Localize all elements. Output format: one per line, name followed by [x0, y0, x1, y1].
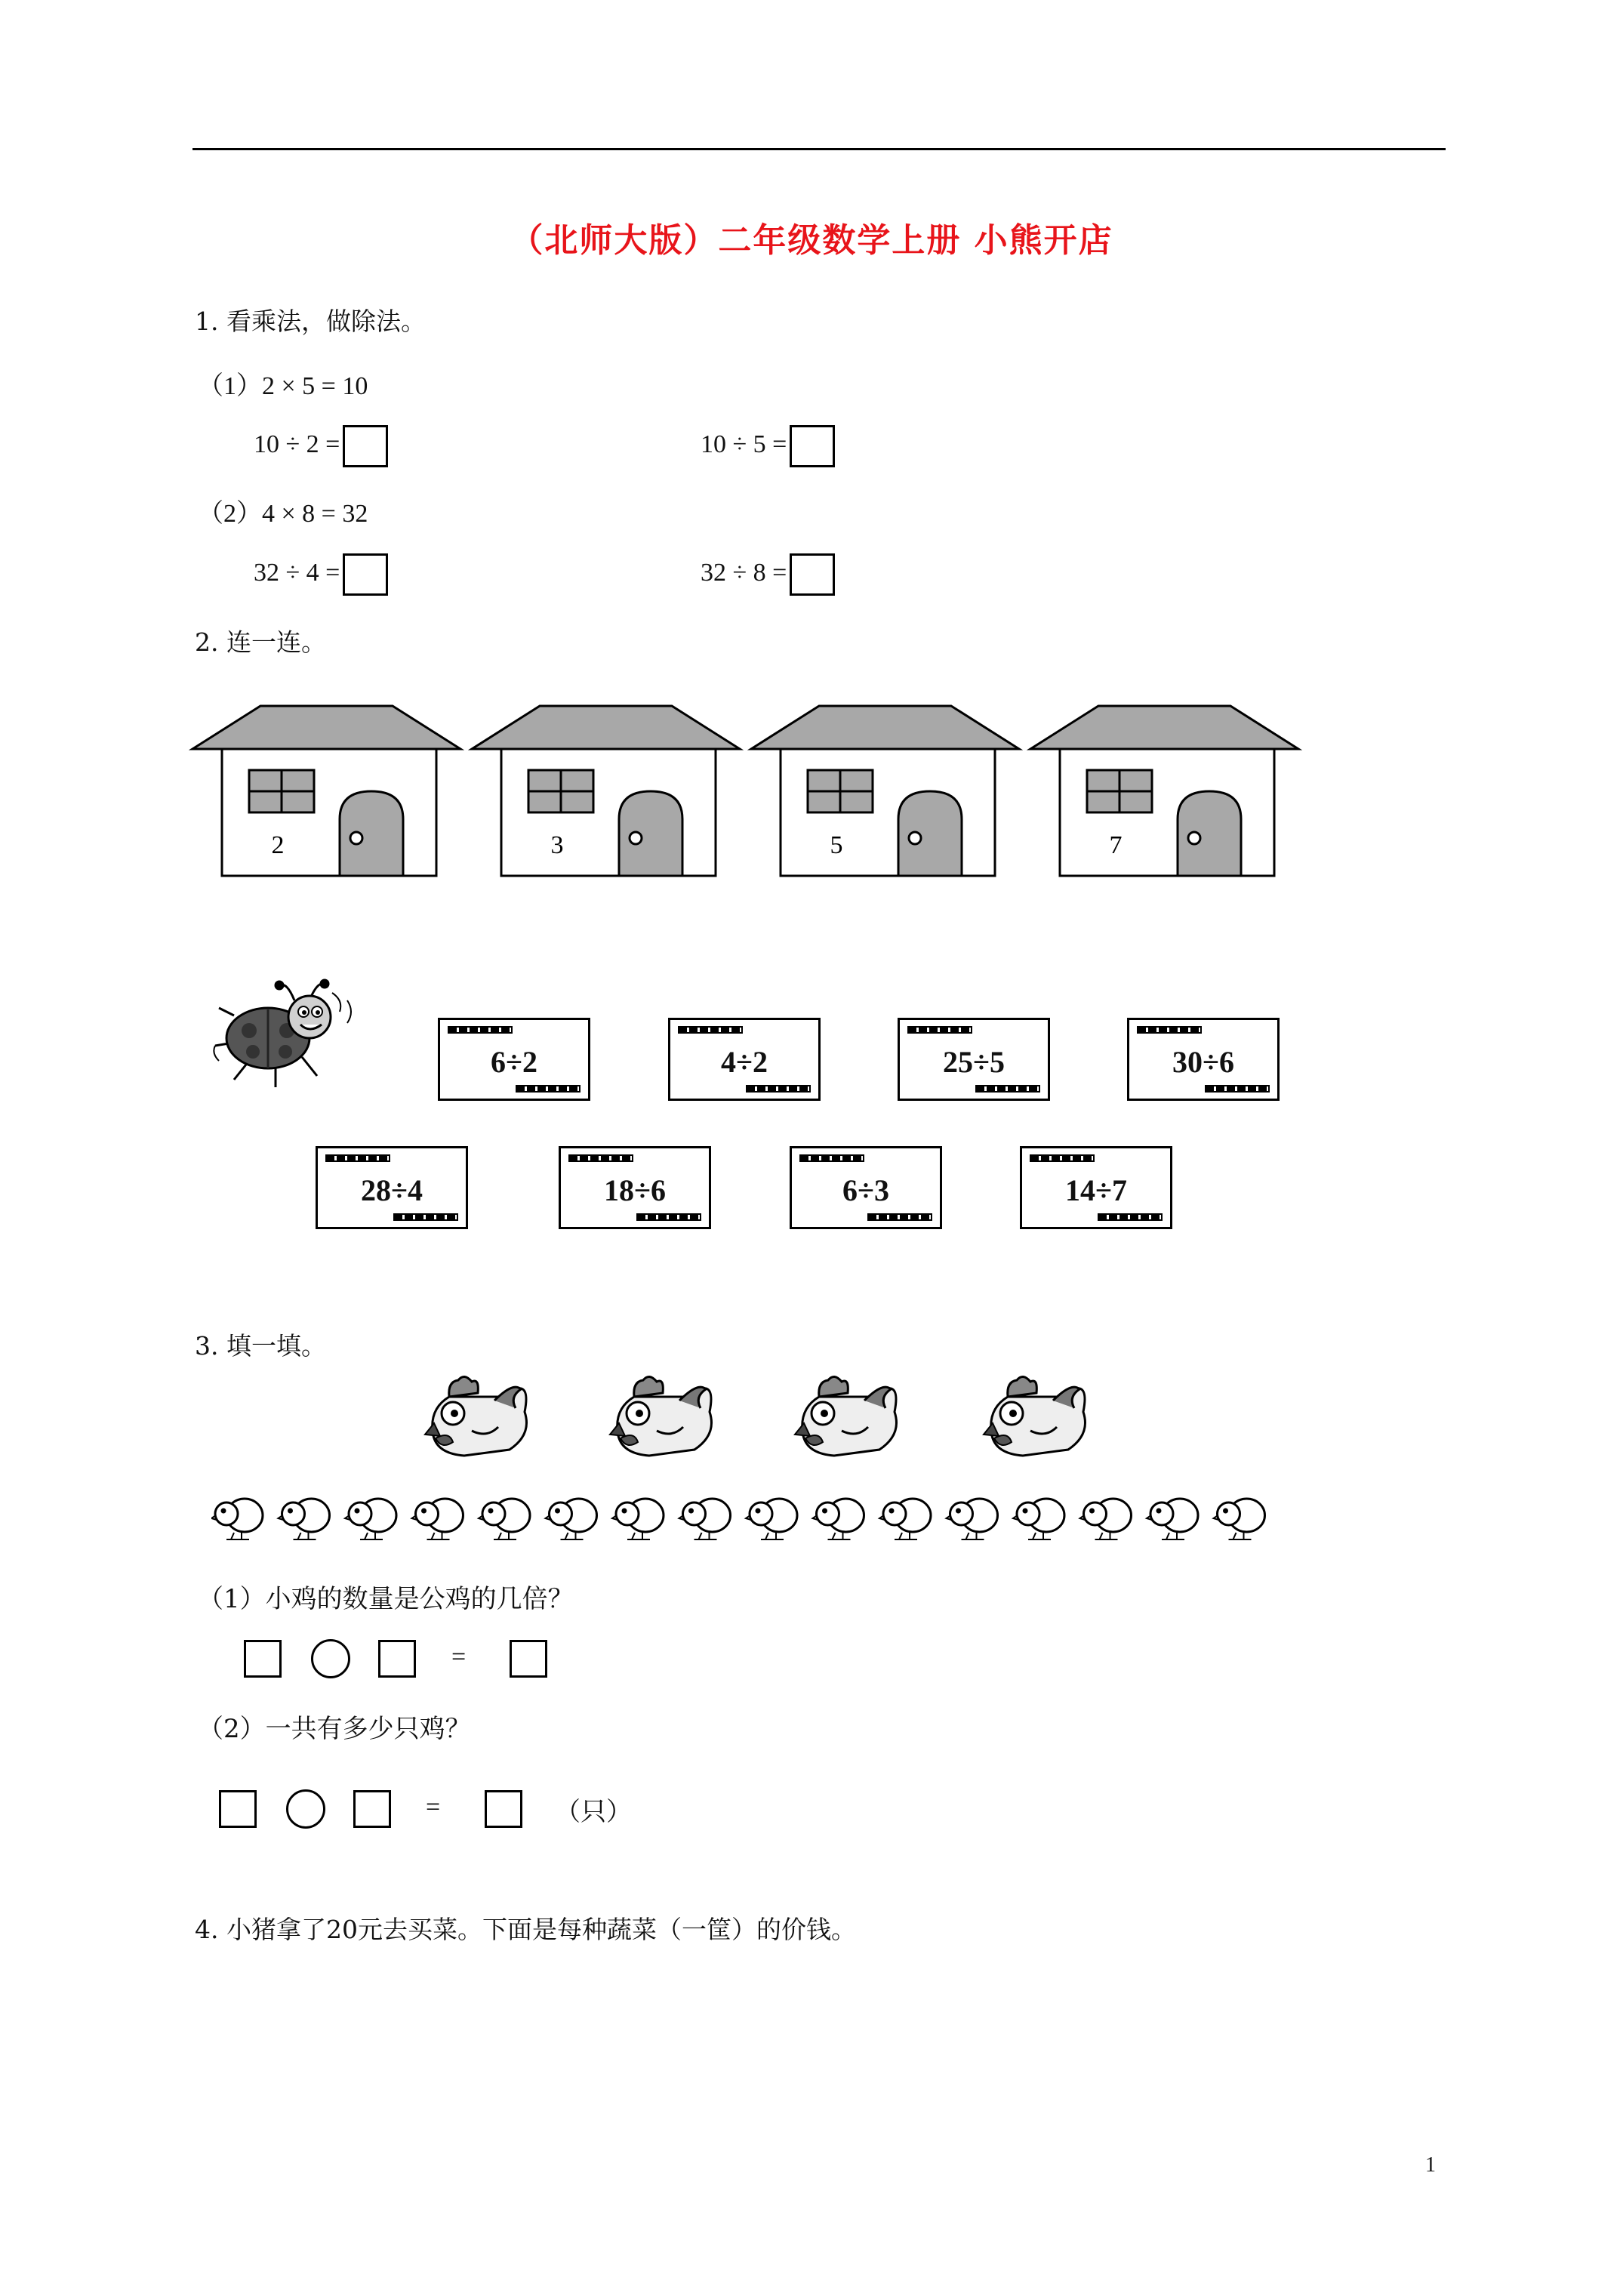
page-title: （北师大版）二年级数学上册 小熊开店 [510, 221, 1113, 260]
house-2[interactable] [192, 706, 460, 876]
chick-icon [879, 1499, 931, 1539]
door-icon [898, 791, 962, 876]
q3-sub2: （2）一共有多少只鸡？ [198, 1714, 471, 1744]
answer-box[interactable] [343, 425, 388, 467]
answer-box[interactable] [219, 1790, 257, 1828]
house-5[interactable] [751, 706, 1019, 876]
roosters-row [408, 1367, 1163, 1465]
chick-icon [612, 1499, 664, 1539]
chick-icon [1013, 1499, 1064, 1539]
chicks-row [211, 1491, 1298, 1552]
chick-icon [813, 1499, 864, 1539]
operator-circle[interactable] [286, 1789, 325, 1829]
decor-strip [448, 1026, 513, 1034]
card-expression: 6÷2 [491, 1045, 537, 1079]
card-expression: 25÷5 [943, 1045, 1005, 1079]
division-card[interactable] [1020, 1146, 1172, 1229]
chick-icon [211, 1499, 263, 1539]
decor-strip [975, 1085, 1040, 1093]
q1-part1-left [254, 425, 388, 467]
decor-strip [1205, 1085, 1270, 1093]
division-card[interactable] [790, 1146, 942, 1229]
decor-strip [325, 1154, 390, 1162]
q1-heading: 1. 看乘法，做除法。 [195, 307, 426, 336]
answer-box[interactable] [378, 1640, 416, 1678]
q1-part1-label: （1）2 × 5 = 10 [198, 372, 368, 400]
door-icon [1178, 791, 1241, 876]
q1-part2-right [701, 553, 835, 596]
rooster-icon [610, 1376, 712, 1456]
chick-icon [412, 1499, 463, 1539]
card-expression: 14÷7 [1065, 1173, 1127, 1207]
division-card[interactable] [316, 1146, 468, 1229]
decor-strip [1030, 1154, 1095, 1162]
chick-icon [1214, 1499, 1265, 1539]
q4-heading: 4. 小猪拿了20元去买菜。下面是每种蔬菜（一筐）的价钱。 [195, 1915, 856, 1944]
q1-part2-label: （2）4 × 8 = 32 [198, 500, 368, 528]
q1-part1-right [701, 425, 835, 467]
ladybug-icon [204, 970, 370, 1099]
window-icon [808, 770, 873, 812]
window-icon [249, 770, 314, 812]
door-icon [340, 791, 403, 876]
q1-part2-right-expr: 32 ÷ 8 = [701, 558, 787, 587]
answer-box[interactable] [790, 553, 835, 596]
q1-part1-right-expr: 10 ÷ 5 = [701, 430, 787, 458]
answer-box[interactable] [244, 1640, 282, 1678]
chick-icon [679, 1499, 731, 1539]
decor-strip [746, 1085, 811, 1093]
division-card[interactable] [1127, 1018, 1280, 1101]
rooster-icon [795, 1376, 897, 1456]
card-expression: 28÷4 [361, 1173, 423, 1207]
decor-strip [799, 1154, 864, 1162]
q1-part1-left-expr: 10 ÷ 2 = [254, 430, 340, 458]
decor-strip [678, 1026, 743, 1034]
division-card[interactable] [438, 1018, 590, 1101]
house-number: 5 [830, 831, 843, 859]
decor-strip [568, 1154, 633, 1162]
chick-icon [479, 1499, 530, 1539]
q3-sub1: （1）小鸡的数量是公鸡的几倍？ [198, 1584, 574, 1614]
answer-box[interactable] [343, 553, 388, 596]
unit-label: （只） [555, 1797, 632, 1827]
chick-icon [279, 1499, 330, 1539]
equals-sign: = [426, 1793, 441, 1821]
decor-strip [1098, 1213, 1163, 1221]
division-card[interactable] [898, 1018, 1050, 1101]
answer-box[interactable] [510, 1640, 547, 1678]
q3-heading: 3. 填一填。 [195, 1331, 326, 1361]
card-expression: 6÷3 [842, 1173, 889, 1207]
chick-icon [546, 1499, 597, 1539]
house-3[interactable] [472, 706, 740, 876]
division-card[interactable] [559, 1146, 711, 1229]
houses-row [189, 702, 1321, 883]
operator-circle[interactable] [311, 1639, 350, 1678]
page-number: 1 [1425, 2153, 1436, 2177]
header-rule [192, 148, 1446, 150]
answer-box[interactable] [790, 425, 835, 467]
equals-sign: = [451, 1643, 467, 1671]
decor-strip [867, 1213, 932, 1221]
house-number: 2 [271, 831, 285, 859]
card-expression: 18÷6 [604, 1173, 666, 1207]
answer-box[interactable] [485, 1790, 522, 1828]
card-expression: 30÷6 [1172, 1045, 1234, 1079]
window-icon [528, 770, 593, 812]
rooster-icon [984, 1376, 1086, 1456]
window-icon [1087, 770, 1152, 812]
chick-icon [1080, 1499, 1132, 1539]
q1-part2-left-expr: 32 ÷ 4 = [254, 558, 340, 587]
house-number: 7 [1109, 831, 1123, 859]
q1-part2-left [254, 553, 388, 596]
house-number: 3 [550, 831, 564, 859]
decor-strip [393, 1213, 458, 1221]
chick-icon [1147, 1499, 1198, 1539]
house-7[interactable] [1030, 706, 1298, 876]
chick-icon [746, 1499, 797, 1539]
q2-heading: 2. 连一连。 [195, 627, 326, 657]
chick-icon [345, 1499, 396, 1539]
chick-icon [947, 1499, 998, 1539]
decor-strip [907, 1026, 972, 1034]
door-icon [619, 791, 682, 876]
card-expression: 4÷2 [721, 1045, 768, 1079]
division-card[interactable] [668, 1018, 821, 1101]
decor-strip [1137, 1026, 1202, 1034]
answer-box[interactable] [353, 1790, 391, 1828]
decor-strip [516, 1085, 581, 1093]
rooster-icon [425, 1376, 527, 1456]
decor-strip [636, 1213, 701, 1221]
